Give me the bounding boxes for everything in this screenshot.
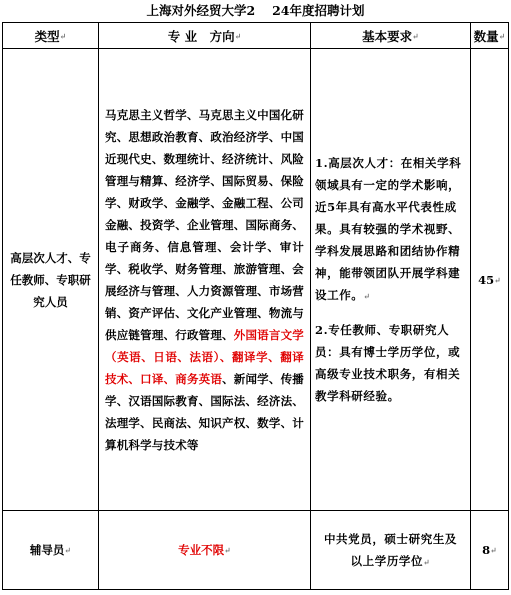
requirement-item: 2.专任教师、专职研究人员：具有博士学历学位，或高级专业技术职务，有相关教学科研经验。 — [315, 323, 461, 403]
paragraph-mark-icon: ↵ — [224, 545, 231, 555]
paragraph-mark-icon: ↵ — [490, 545, 497, 555]
row-1-count-cell — [471, 49, 508, 510]
header-type-label: 类型 — [34, 28, 60, 44]
row-2-type: 辅导员 — [29, 543, 65, 557]
header-requirement — [311, 23, 470, 48]
row-2-requirements: 中共党员，硕士研究生及以上学历学位↵ — [323, 531, 458, 568]
requirement-item: 1.高层次人才：在相关学科领域具有一定的学术影响，近5年具有高水平代表性成果。具有较强的学术视野、学科发展思路和团结协作精神，能带领团队开展学科建设工作。↵ — [315, 156, 462, 302]
row-1-majors — [99, 104, 310, 456]
header-requirement-label: 基本要求 — [362, 28, 413, 44]
row-1-requirements-cell — [311, 49, 470, 510]
paragraph-mark-icon: ↵ — [412, 30, 419, 41]
major-text: 、新闻学、传播学、汉语国际教育、国际法、经济法、法理学、民商法、知识产权、数学、计算机科学与技术等 — [105, 371, 304, 452]
major-text: 马克思主义哲学、马克思主义中国化研究、思想政治教育、政治经济学、中国近现代史、数理统计、经济统计、风险管理与精算、经济学、国际贸易、保险学、财政学、金融学、金融工程、公司金融、投资学、企业管理、国际商务、电子商务、信息管理、会计学、审计学、税收学、财务管理、旅游管理、会展经济与管理、人力资源管理、市场营销、资产评估、文化产业管理、物流与供应链管理、行政管理、 — [105, 107, 304, 342]
paragraph-mark-icon: ↵ — [498, 30, 506, 41]
row-1-requirements — [311, 152, 470, 407]
row-1-count: 45 — [478, 272, 495, 287]
row-2-majors-cell — [99, 511, 310, 589]
paragraph-mark-icon: ↵ — [59, 30, 67, 41]
paragraph-mark-icon: ↵ — [494, 274, 501, 285]
page-title: 上海对外经贸大学2 24年度招聘计划 — [146, 3, 365, 18]
major-text-highlight: 外国语言文学（英语、日语、法语）、翻译学、翻译技术、口译、商务英语 — [105, 327, 304, 386]
header-major — [99, 23, 310, 48]
header-count — [471, 23, 508, 48]
row-2-majors: 专业不限 — [178, 543, 225, 557]
paragraph-mark-icon: ↵ — [234, 30, 242, 41]
header-count-label: 数量 — [473, 28, 499, 44]
row-1-majors-cell — [99, 49, 310, 510]
row-2-count: 8 — [482, 543, 491, 557]
header-major-label: 专 业 方向 — [167, 28, 235, 44]
paragraph-mark-icon: ↵ — [64, 545, 72, 555]
row-1-type-cell — [3, 49, 98, 510]
row-2-type-cell — [3, 511, 98, 589]
row-2-count-cell — [471, 511, 508, 589]
row-1-type: 高层次人才、专任教师、专职研究人员 — [10, 250, 91, 309]
header-type — [3, 23, 98, 48]
paragraph-mark-icon: ↵ — [423, 556, 431, 567]
row-2-requirements-cell — [311, 511, 470, 589]
paragraph-mark-icon: ↵ — [363, 291, 371, 301]
